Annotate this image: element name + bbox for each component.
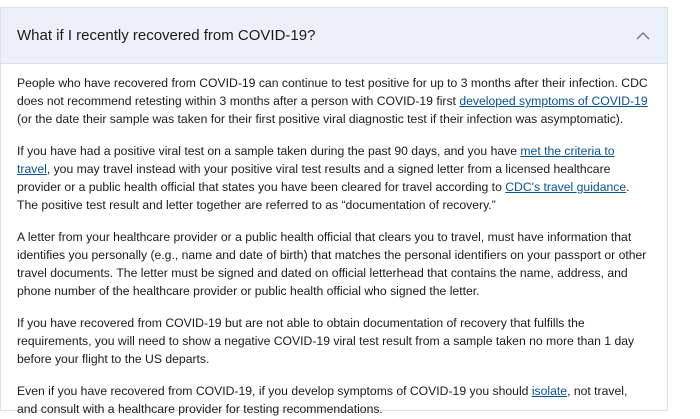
paragraph-isolate (17, 382, 651, 418)
chevron-up-icon[interactable] (635, 28, 651, 44)
paragraph-text: , not travel, and consult with a healthcare provider for testing recommendations. (17, 384, 628, 416)
paragraph-documentation (17, 142, 651, 214)
paragraph-text: (or the date their sample was taken for their first positive viral diagnostic test if their infection was asymptomatic). (17, 112, 624, 126)
developed-symptoms-link[interactable]: developed symptoms of COVID-19 (459, 94, 648, 108)
travel-guidance-link[interactable]: CDC's travel guidance (505, 180, 627, 194)
paragraph-retesting (17, 74, 651, 128)
paragraph-letter (17, 228, 651, 300)
faq-accordion (0, 7, 668, 416)
isolate-link[interactable]: isolate (531, 384, 568, 398)
accordion-title: What if I recently recovered from COVID-19? (17, 27, 316, 44)
paragraph-text: , you may travel instead with your positive viral test results and a signed letter from a licensed healthcare provider or a public health official that states you have been cleared for travel according to (17, 162, 611, 194)
accordion-content (1, 64, 667, 418)
paragraph-text: . The positive test result and letter together are referred to as “documentation of recovery.” (17, 180, 630, 212)
paragraph-text: People who have recovered from COVID-19 can continue to test positive for up to 3 months after their infection. CDC does not recommend retesting within 3 months after a person with COVID-19 first (17, 76, 648, 108)
accordion-header-button[interactable] (1, 8, 667, 64)
paragraph-text: If you have recovered from COVID-19 but are not able to obtain documentation of recovery that fulfills the requirements, you will need to show a negative COVID-19 viral test result from a sample taken no more than 1 day before your flight to the US departs. (17, 316, 635, 366)
paragraph-text: If you have had a positive viral test on a sample taken during the past 90 days, and you have (17, 144, 521, 158)
criteria-to-travel-link[interactable]: met the criteria to travel (17, 144, 615, 176)
paragraph-text: Even if you have recovered from COVID-19, if you develop symptoms of COVID-19 you should (17, 384, 532, 398)
paragraph-negative-test (17, 314, 651, 368)
paragraph-text: A letter from your healthcare provider or a public health official that clears you to travel, must have information that identifies you personally (e.g., name and date of birth) that matches the personal identifiers on your passport or other travel documents. The letter must be signed and dated on official letterhead that contains the name, address, and phone number of the healthcare provider or public health official who signed the letter. (17, 230, 647, 298)
